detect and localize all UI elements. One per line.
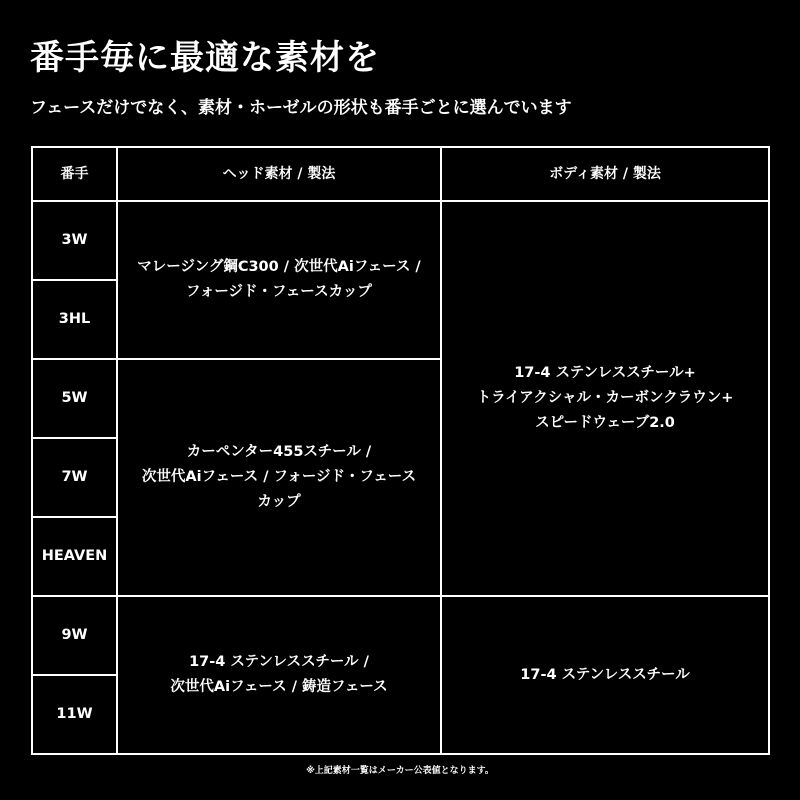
body-material-text: 17-4 ステンレススチール xyxy=(520,666,690,683)
column-header-club-number: 番手 xyxy=(32,147,117,201)
club-number-cell: 11W xyxy=(32,675,117,754)
table-row xyxy=(32,596,769,675)
club-number-cell: 7W xyxy=(32,438,117,517)
head-material-cell xyxy=(117,201,441,359)
body-material-text: 17-4 ステンレススチール+ トライアクシャル・カーボンクラウン+ スピードウェーブ2.0 xyxy=(476,365,734,431)
head-material-text: マレージング鋼C300 / 次世代Aiフェース / フォージド・フェースカップ xyxy=(137,259,421,300)
club-number-cell: 3HL xyxy=(32,280,117,359)
table-header-row xyxy=(32,147,769,201)
page-subtitle: フェースだけでなく、素材・ホーゼルの形状も番手ごとに選んでいます xyxy=(30,98,572,118)
head-material-cell xyxy=(117,596,441,754)
club-number-cell: 5W xyxy=(32,359,117,438)
head-material-text: 17-4 ステンレススチール / 次世代Aiフェース / 鋳造フェース xyxy=(170,654,388,695)
body-material-cell xyxy=(441,201,769,596)
footnote: ※上記素材一覧はメーカー公表値となります。 xyxy=(306,766,494,776)
page-title: 番手毎に最適な素材を xyxy=(30,38,380,78)
club-number-cell: HEAVEN xyxy=(32,517,117,596)
head-material-cell xyxy=(117,359,441,596)
club-number-cell: 9W xyxy=(32,596,117,675)
column-header-head-material: ヘッド素材 / 製法 xyxy=(117,147,441,201)
table-row xyxy=(32,201,769,280)
club-number-cell: 3W xyxy=(32,201,117,280)
column-header-body-material: ボディ素材 / 製法 xyxy=(441,147,769,201)
head-material-text: カーペンター455スチール / 次世代Aiフェース / フォージド・フェース カップ xyxy=(141,444,417,510)
material-spec-table xyxy=(31,146,770,755)
body-material-cell xyxy=(441,596,769,754)
